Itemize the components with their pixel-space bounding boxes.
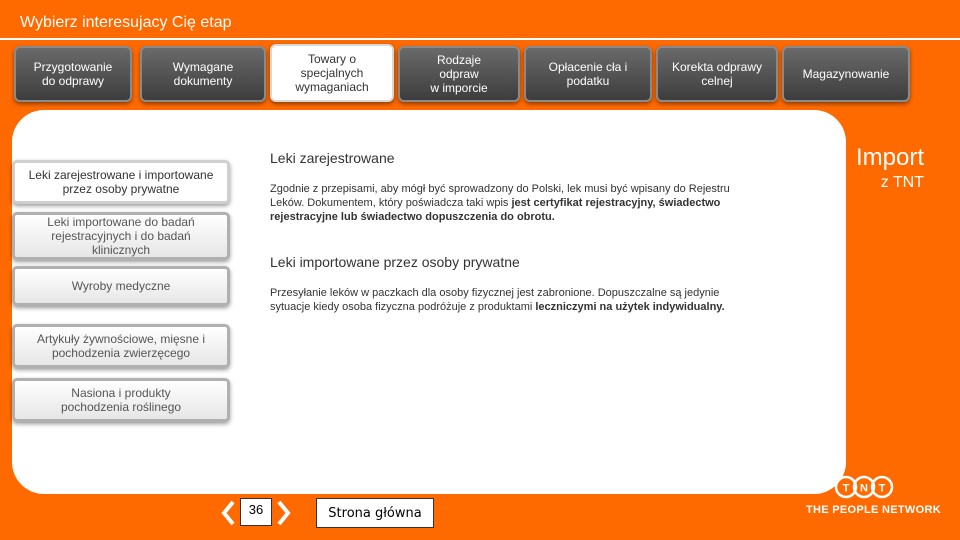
section-text-bold: jest certyfikat rejestracyjny, świadectwo rejestracyjne lub świadectwo dopuszczenia do obrotu.	[270, 197, 721, 223]
section-heading-leki-zarejestrowane: Leki zarejestrowane	[270, 150, 395, 166]
page-number: 36	[240, 498, 272, 526]
tab-towary-specjalne[interactable]: Towary o specjalnych wymaganiach	[270, 44, 394, 102]
chevron-left-icon[interactable]	[220, 500, 236, 526]
svg-text:T: T	[878, 482, 886, 495]
content-area	[270, 150, 750, 314]
section-text-part: Przesyłanie leków w paczkach dla osoby fizycznej jest zabronione. Dopuszczalne są jedynie sytuacje kiedy osoba fizyczna podróżuje z produktami	[270, 287, 720, 313]
tab-rodzaje-odpraw[interactable]: Rodzaje odpraw w imporcie	[398, 46, 520, 102]
section-text-leki-zarejestrowane	[270, 182, 750, 224]
section-text-part: Zgodnie z przepisami, aby mógł być sprowadzony do Polski, lek musi być wpisany do Rejestru Leków. Dokumentem, który poświadcza taki wpis	[270, 183, 730, 209]
tab-wymagane-dokumenty[interactable]: Wymagane dokumenty	[140, 46, 266, 102]
home-button[interactable]: Strona główna	[316, 498, 434, 528]
section-heading-leki-prywatne: Leki importowane przez osoby prywatne	[270, 254, 520, 270]
sidebar-item-leki-badania[interactable]: Leki importowane do badań rejestracyjnych i do badań klinicznych	[12, 212, 230, 260]
logo-tagline: THE PEOPLE NETWORK	[806, 504, 941, 516]
sidebar-item-wyroby-medyczne[interactable]: Wyroby medyczne	[12, 266, 230, 306]
title-divider	[0, 38, 960, 40]
import-title: Import	[855, 144, 924, 171]
svg-text:T: T	[842, 482, 850, 495]
chevron-right-icon[interactable]	[276, 500, 292, 526]
sidebar-item-leki-zarejestrowane[interactable]: Leki zarejestrowane i importowane przez osoby prywatne	[12, 160, 230, 204]
import-subtitle: z TNT	[880, 174, 924, 191]
sidebar-item-artykuly-zywnosciowe[interactable]: Artykuły żywnościowe, mięsne i pochodzenia zwierzęcego	[12, 324, 230, 368]
svg-text:N: N	[860, 482, 868, 495]
section-text-bold: leczniczymi na użytek indywidualny.	[535, 301, 725, 313]
tab-oplacenie-cla[interactable]: Opłacenie cła i podatku	[524, 46, 652, 102]
tnt-logo-mark	[802, 474, 958, 502]
tab-przygotowanie[interactable]: Przygotowanie do odprawy	[14, 46, 132, 102]
sidebar-item-nasiona[interactable]: Nasiona i produkty pochodzenia roślinego	[12, 378, 230, 422]
tab-korekta-odprawy[interactable]: Korekta odprawy celnej	[656, 46, 778, 102]
page-title: Wybierz interesujacy Cię etap	[20, 14, 232, 31]
tab-magazynowanie[interactable]: Magazynowanie	[782, 46, 910, 102]
tnt-logo	[802, 474, 958, 524]
section-text-leki-prywatne	[270, 286, 750, 314]
